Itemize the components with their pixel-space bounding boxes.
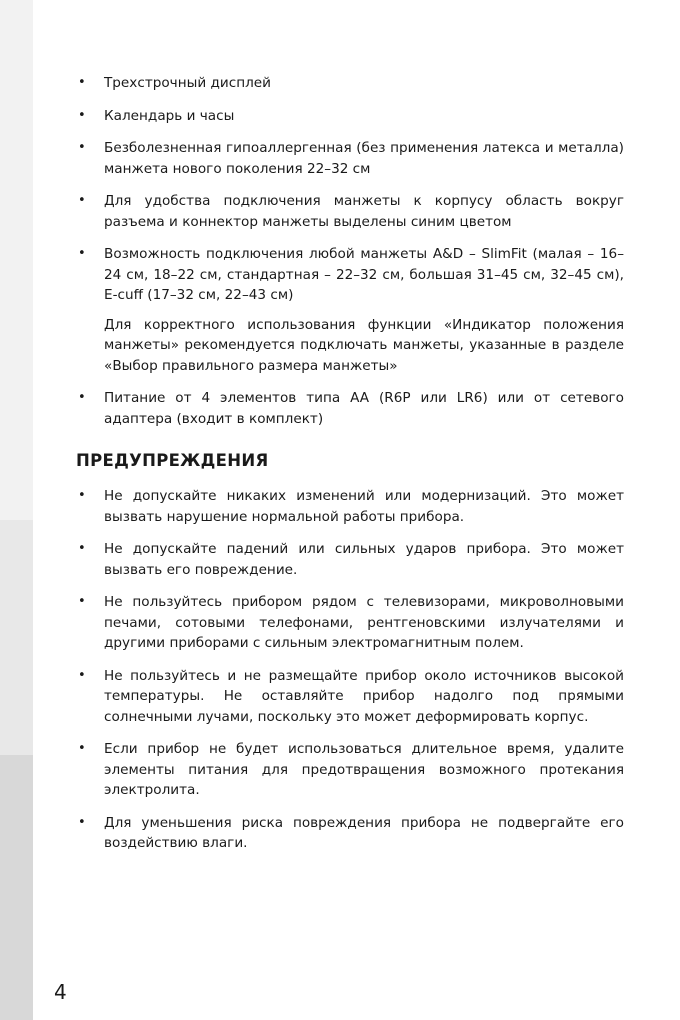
list-item: • Для удобства подключения манжеты к корпусу область вокруг разъема и коннектор манжеты выделены синим цветом [78, 193, 624, 230]
list-item: • Не допускайте никаких изменений или модернизаций. Это может вызвать нарушение нормальной работы прибора. [78, 488, 624, 525]
list-item: • Календарь и часы [76, 106, 624, 127]
list-item: • Не пользуйтесь прибором рядом с телевизорами, микроволновыми печами, сотовыми телефонами, рентгеновскими излучателями и другими приборами с сильным электромагнитным полем. [78, 594, 624, 651]
list-item: • Для уменьшения риска повреждения прибора не подвергайте его воздействию влаги. [78, 814, 624, 851]
bullet: • [78, 75, 86, 90]
list-item: • Не допускайте падений или сильных ударов прибора. Это может вызвать его повреждение. [78, 541, 624, 578]
side-strip-middle [0, 520, 33, 755]
bullet: • [78, 246, 86, 261]
bullet: • [78, 667, 86, 683]
list-item: • Трехстрочный дисплей [76, 73, 624, 94]
bullet: • [78, 140, 86, 155]
side-strip-top [0, 0, 33, 520]
list-item: • Питание от 4 элементов типа AA (R6P или LR6) или от сетевого адаптера (входит в комплект) [78, 390, 624, 427]
bullet: • [78, 390, 86, 405]
warnings-list [76, 486, 624, 854]
bullet: • [78, 488, 86, 503]
list-item: • Возможность подключения любой манжеты A&D – SlimFit (малая – 16–24 см, 18–22 см, стандартная – 22–32 см, большая 31–45 см, 32–45 см), E-cuff (17–32 см, 22–43 см) Для корректного использования функции «Индикатор положения манжеты» рекомендуется подключать манжеты, указанные в разделе «Выбор правильного размера манжеты» [76, 244, 624, 376]
list-item: • Если прибор не будет использоваться длительное время, удалите элементы питания для предотвращения возможного протекания электролита. [78, 741, 624, 798]
bullet: • [78, 107, 86, 123]
bullet: • [78, 541, 86, 556]
side-strip-bottom [0, 755, 33, 1020]
page-content [76, 73, 624, 866]
list-item: • Безболезненная гипоаллергенная (без применения латекса и металла) манжета нового поколения 22–32 см [78, 140, 624, 177]
bullet: • [78, 193, 86, 208]
bullet: • [78, 594, 86, 609]
warnings-heading: ПРЕДУПРЕЖДЕНИЯ [76, 451, 269, 470]
list-item: • Не пользуйтесь и не размещайте прибор около источников высокой температуры. Не оставляйте прибор надолго под прямыми солнечными лучами, поскольку это может деформировать корпус. [78, 667, 624, 725]
feature-note: Для корректного использования функции «Индикатор положения манжеты» рекомендуется подключать манжеты, указанные в разделе «Выбор правильного размера манжеты» [104, 316, 624, 374]
page-number: 4 [54, 980, 67, 1004]
features-list [76, 73, 624, 429]
bullet: • [78, 814, 86, 830]
bullet: • [78, 741, 86, 756]
